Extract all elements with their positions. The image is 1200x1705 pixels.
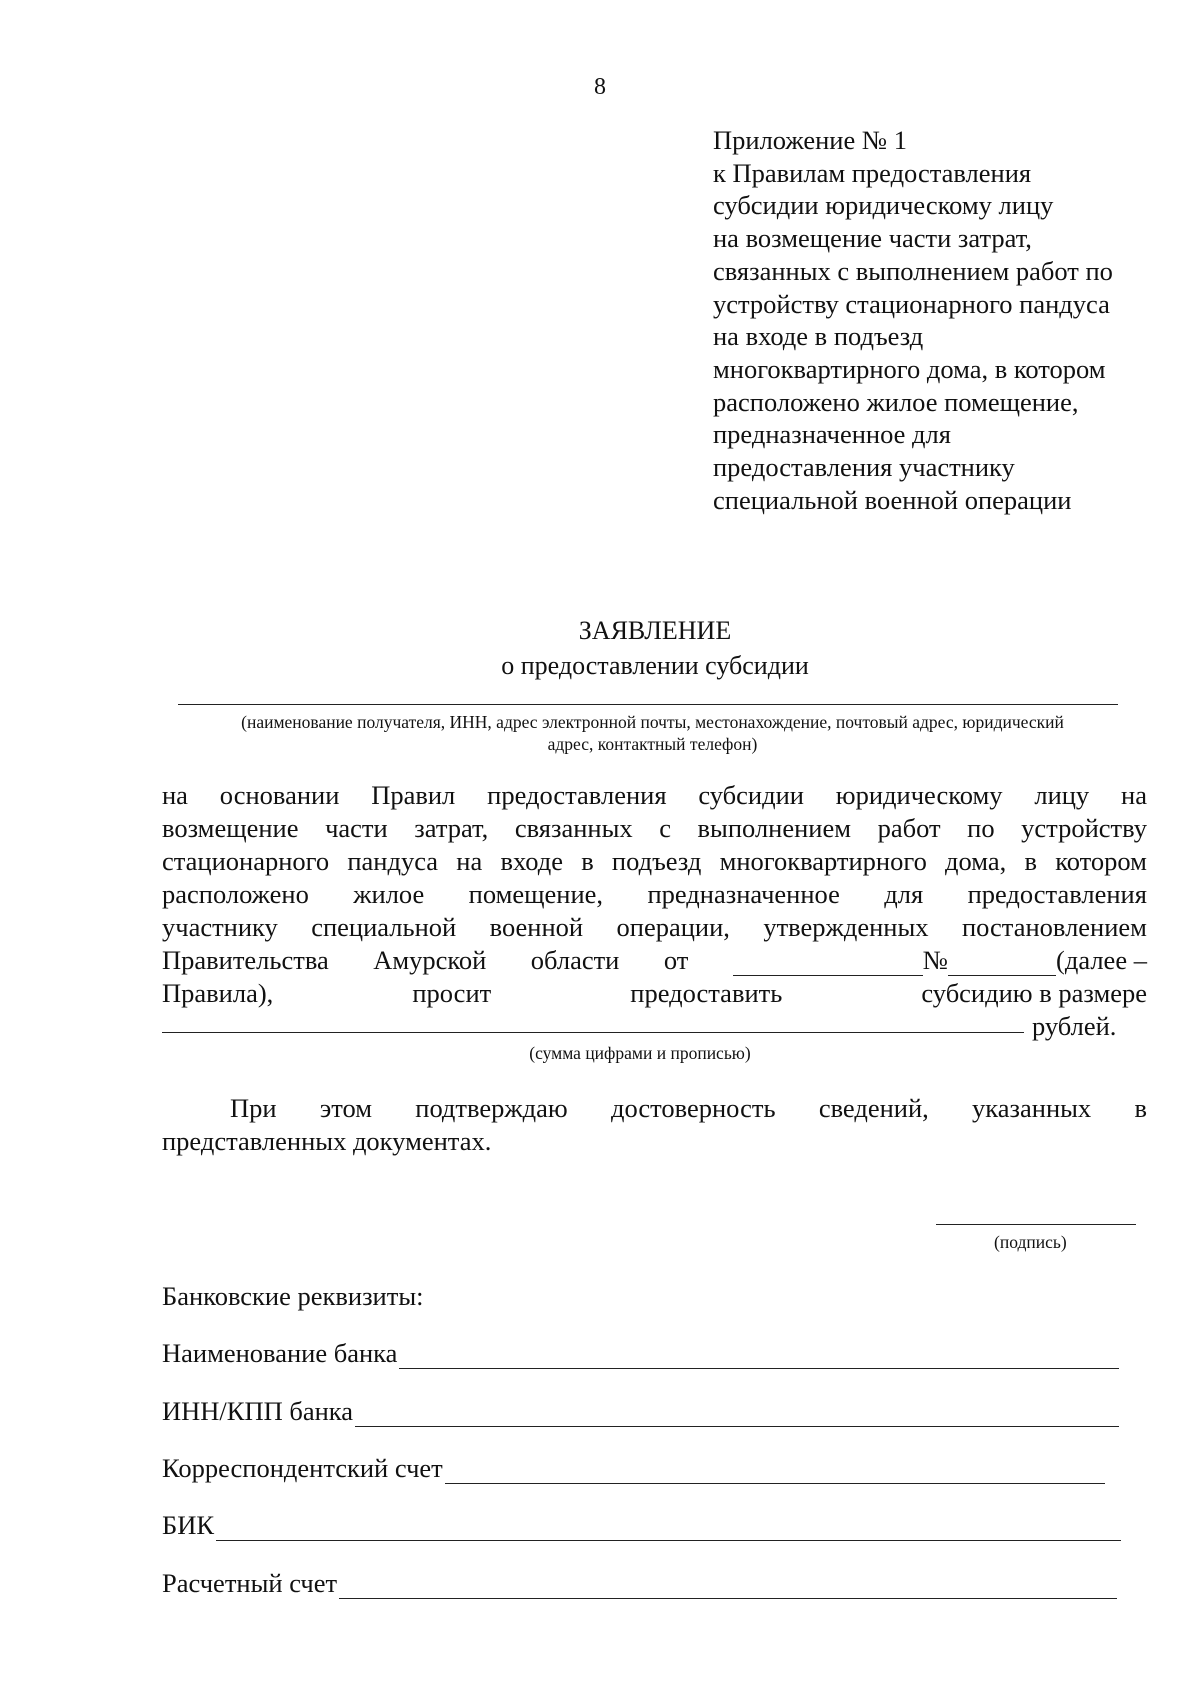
- settlement-account-field[interactable]: [162, 1567, 1117, 1599]
- recipient-caption-line2: адрес, контактный телефон): [547, 734, 758, 754]
- sum-caption: (сумма цифрами и прописью): [529, 1043, 751, 1063]
- bank-field-label: ИНН/КПП банка: [162, 1396, 354, 1426]
- bank-field-label: Наименование банка: [162, 1338, 398, 1368]
- appendix-line: на входе в подъезд: [713, 321, 924, 352]
- bank-name-input[interactable]: [399, 1344, 1119, 1369]
- corr-account-input[interactable]: [445, 1459, 1105, 1484]
- bank-heading: Банковские реквизиты:: [162, 1281, 424, 1311]
- recipient-caption: (наименование получателя, ИНН, адрес электронной почты, местонахождение, почтовый адрес, юридический: [241, 712, 1064, 732]
- appendix-line: субсидии юридическому лицу: [713, 190, 1054, 221]
- signature-caption: (подпись): [994, 1232, 1067, 1252]
- appendix-line: многоквартирного дома, в котором: [713, 353, 1106, 384]
- bank-inn-field[interactable]: [162, 1395, 1119, 1427]
- body-line: Правила), просит предоставить субсидию в размере: [162, 978, 1147, 1008]
- document-title: ЗАЯВЛЕНИЕ: [578, 616, 732, 645]
- appendix-line: специальной военной операции: [713, 484, 1072, 515]
- body-line: [162, 1010, 1147, 1042]
- body-line: участнику специальной военной операции, утвержденных постановлением: [162, 912, 1147, 942]
- confirm-line: При этом подтверждаю достоверность сведений, указанных в: [230, 1093, 1147, 1123]
- settlement-account-input[interactable]: [339, 1574, 1117, 1599]
- body-line: стационарного пандуса на входе в подъезд многоквартирного дома, в котором: [162, 846, 1147, 876]
- body-line: на основании Правил предоставления субсидии юридическому лицу на: [162, 780, 1147, 810]
- bank-field-label: Расчетный счет: [162, 1568, 338, 1598]
- bik-input[interactable]: [216, 1516, 1121, 1541]
- appendix-line: к Правилам предоставления: [713, 157, 1032, 188]
- signature-line[interactable]: [936, 1224, 1136, 1225]
- confirm-line-2: представленных документах.: [162, 1126, 492, 1156]
- resolution-number-blank[interactable]: [948, 953, 1056, 976]
- appendix-line: расположено жилое помещение,: [713, 386, 1079, 417]
- body-text: рублей.: [1032, 1011, 1117, 1041]
- body-line: возмещение части затрат, связанных с выполнением работ по устройству: [162, 813, 1147, 843]
- recipient-blank-line[interactable]: [178, 704, 1118, 705]
- appendix-line: Приложение № 1: [713, 125, 908, 155]
- bank-inn-input[interactable]: [355, 1402, 1119, 1427]
- appendix-line: предназначенное для: [713, 419, 951, 450]
- body-line: Правительства Амурской области от № (далее –: [162, 945, 1147, 975]
- appendix-header: [713, 124, 1113, 516]
- appendix-line: связанных с выполнением работ по: [713, 255, 1113, 286]
- bik-field[interactable]: [162, 1509, 1121, 1541]
- bank-name-field[interactable]: [162, 1337, 1119, 1369]
- bank-field-label: Корреспондентский счет: [162, 1453, 443, 1483]
- body-text: (далее –: [1056, 945, 1147, 975]
- appendix-line: предоставления участнику: [713, 452, 1015, 483]
- appendix-line: на возмещение части затрат,: [713, 223, 1032, 254]
- corr-account-field[interactable]: [162, 1452, 1105, 1484]
- bank-field-label: БИК: [162, 1510, 215, 1540]
- page-number: 8: [594, 74, 606, 100]
- resolution-date-blank[interactable]: [733, 953, 923, 976]
- body-line: расположено жилое помещение, предназначенное для предоставления: [162, 879, 1147, 909]
- subsidy-amount-blank[interactable]: [162, 1010, 1024, 1033]
- document-subtitle: о предоставлении субсидии: [501, 651, 809, 680]
- number-sign: №: [922, 945, 949, 975]
- appendix-line: устройству стационарного пандуса: [713, 288, 1110, 319]
